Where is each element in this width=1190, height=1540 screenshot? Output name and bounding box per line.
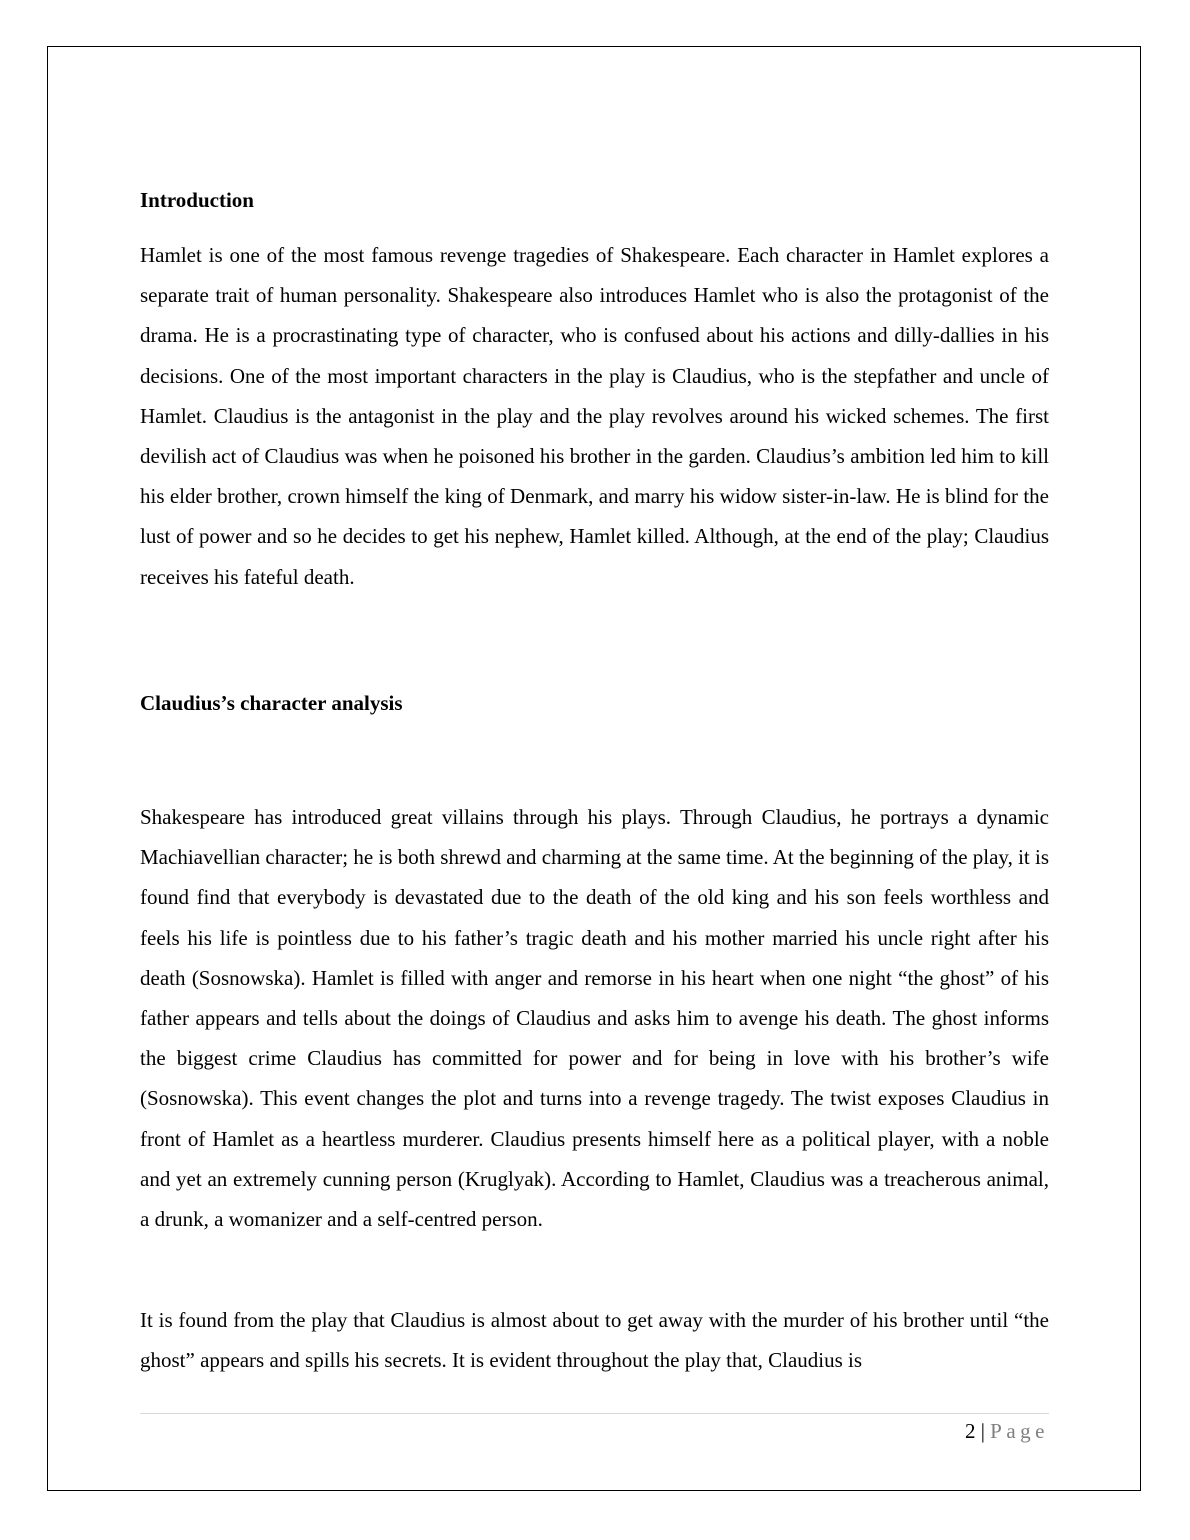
- page-number: 2: [964, 1419, 976, 1443]
- section-heading-introduction: Introduction: [140, 188, 254, 212]
- page-label: Page: [990, 1419, 1049, 1443]
- section-heading-claudius-analysis: Claudius’s character analysis: [140, 691, 403, 715]
- page-separator: |: [980, 1419, 985, 1443]
- paragraph-introduction: Hamlet is one of the most famous revenge tragedies of Shakespeare. Each character in Hamlet explores a separate trait of human personality. Shakespeare also introduces Hamlet who is also the protagonist of the drama. He is a procrastinating type of character, who is confused about his actions and dilly-dallies in his decisions. One of the most important characters in the play is Claudius, who is the stepfather and uncle of Hamlet. Claudius is the antagonist in the play and the play revolves around his wicked schemes. The first devilish act of Claudius was when he poisoned his brother in the garden. Claudius’s ambition led him to kill his elder brother, crown himself the king of Denmark, and marry his widow sister-in-law. He is blind for the lust of power and so he decides to get his nephew, Hamlet killed. Although, at the end of the play; Claudius receives his fateful death.: [140, 243, 1049, 589]
- page-footer: [965, 1418, 1049, 1444]
- paragraph-claudius-1: Shakespeare has introduced great villains through his plays. Through Claudius, he portrays a dynamic Machiavellian character; he is both shrewd and charming at the same time. At the beginning of the play, it is found find that everybody is devastated due to the death of the old king and his son feels worthless and feels his life is pointless due to his father’s tragic death and his mother married his uncle right after his death (Sosnowska). Hamlet is filled with anger and remorse in his heart when one night “the ghost” of his father appears and tells about the doings of Claudius and asks him to avenge his death. The ghost informs the biggest crime Claudius has committed for power and for being in love with his brother’s wife (Sosnowska). This event changes the plot and turns into a revenge tragedy. The twist exposes Claudius in front of Hamlet as a heartless murderer. Claudius presents himself here as a political player, with a noble and yet an extremely cunning person (Kruglyak). According to Hamlet, Claudius was a treacherous animal, a drunk, a womanizer and a self-centred person.: [140, 805, 1049, 1232]
- paragraph-claudius-2: It is found from the play that Claudius is almost about to get away with the murder of his brother until “the ghost” appears and spills his secrets. It is evident throughout the play that, Claudius is: [140, 1308, 1049, 1373]
- footer-divider: [140, 1413, 1049, 1414]
